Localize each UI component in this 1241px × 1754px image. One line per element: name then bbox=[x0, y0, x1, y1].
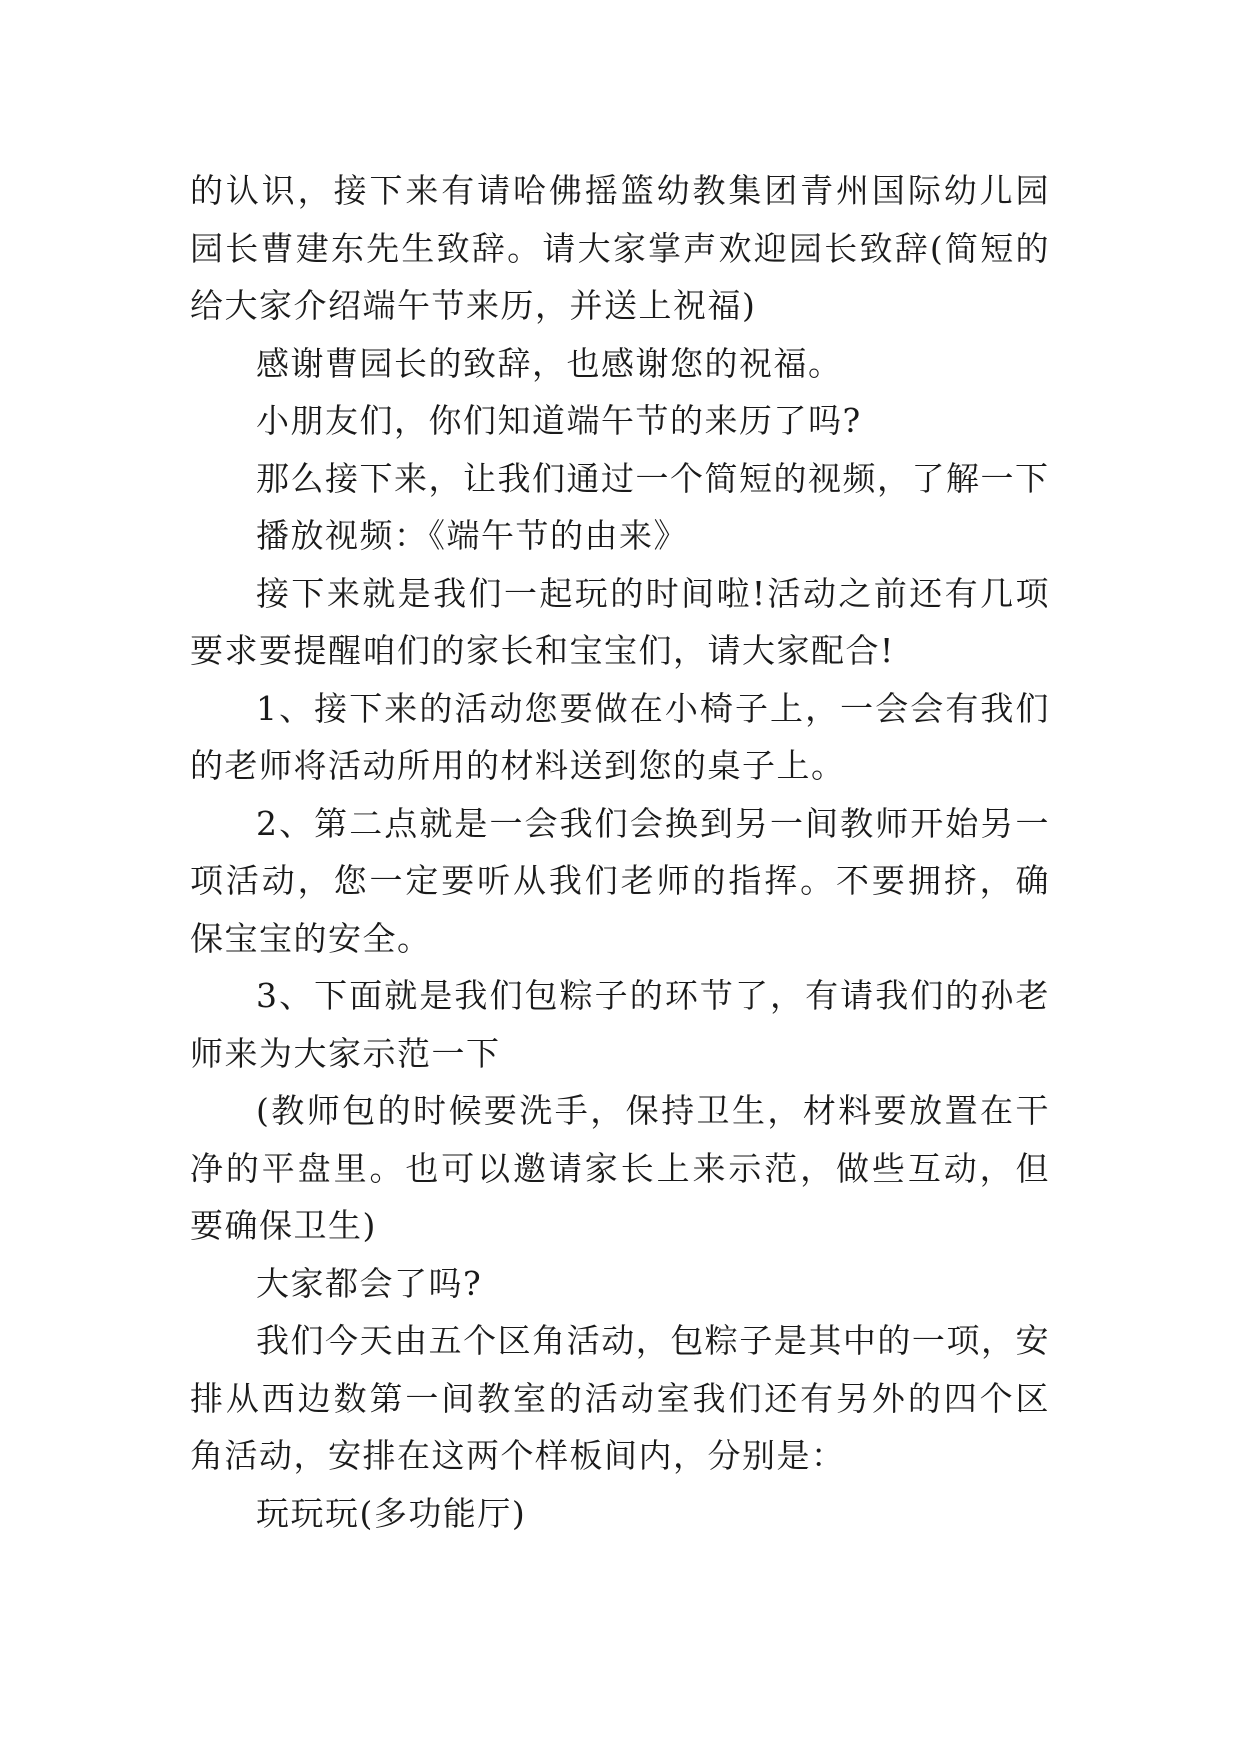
document-body bbox=[190, 162, 1050, 1542]
paragraph: (教师包的时候要洗手，保持卫生，材料要放置在干净的平盘里。也可以邀请家长上来示范，做些互动，但要确保卫生) bbox=[190, 1091, 1050, 1245]
paragraph: 1、接下来的活动您要做在小椅子上，一会会有我们的老师将活动所用的材料送到您的桌子上。 bbox=[190, 688, 1050, 785]
paragraph: 的认识，接下来有请哈佛摇篮幼教集团青州国际幼儿园园长曹建东先生致辞。请大家掌声欢迎园长致辞(简短的给大家介绍端午节来历，并送上祝福) bbox=[190, 171, 1050, 325]
paragraph: 感谢曹园长的致辞，也感谢您的祝福。 bbox=[256, 343, 843, 383]
paragraph: 2、第二点就是一会我们会换到另一间教师开始另一项活动，您一定要听从我们老师的指挥。不要拥挤，确保宝宝的安全。 bbox=[190, 803, 1050, 958]
paragraph: 我们今天由五个区角活动，包粽子是其中的一项，安排从西边数第一间教室的活动室我们还有另外的四个区角活动，安排在这两个样板间内，分别是： bbox=[190, 1321, 1050, 1475]
paragraph: 玩玩玩(多功能厅) bbox=[256, 1493, 527, 1533]
paragraph: 接下来就是我们一起玩的时间啦!活动之前还有几项要求要提醒咱们的家长和宝宝们，请大家配合! bbox=[190, 573, 1050, 670]
paragraph: 播放视频：《端午节的由来》 bbox=[256, 516, 688, 555]
paragraph: 大家都会了吗? bbox=[256, 1263, 483, 1303]
paragraph: 小朋友们，你们知道端午节的来历了吗? bbox=[256, 401, 862, 440]
paragraph: 那么接下来，让我们通过一个简短的视频，了解一下 bbox=[256, 458, 1050, 498]
paragraph: 3、下面就是我们包粽子的环节了，有请我们的孙老师来为大家示范一下 bbox=[190, 976, 1050, 1073]
